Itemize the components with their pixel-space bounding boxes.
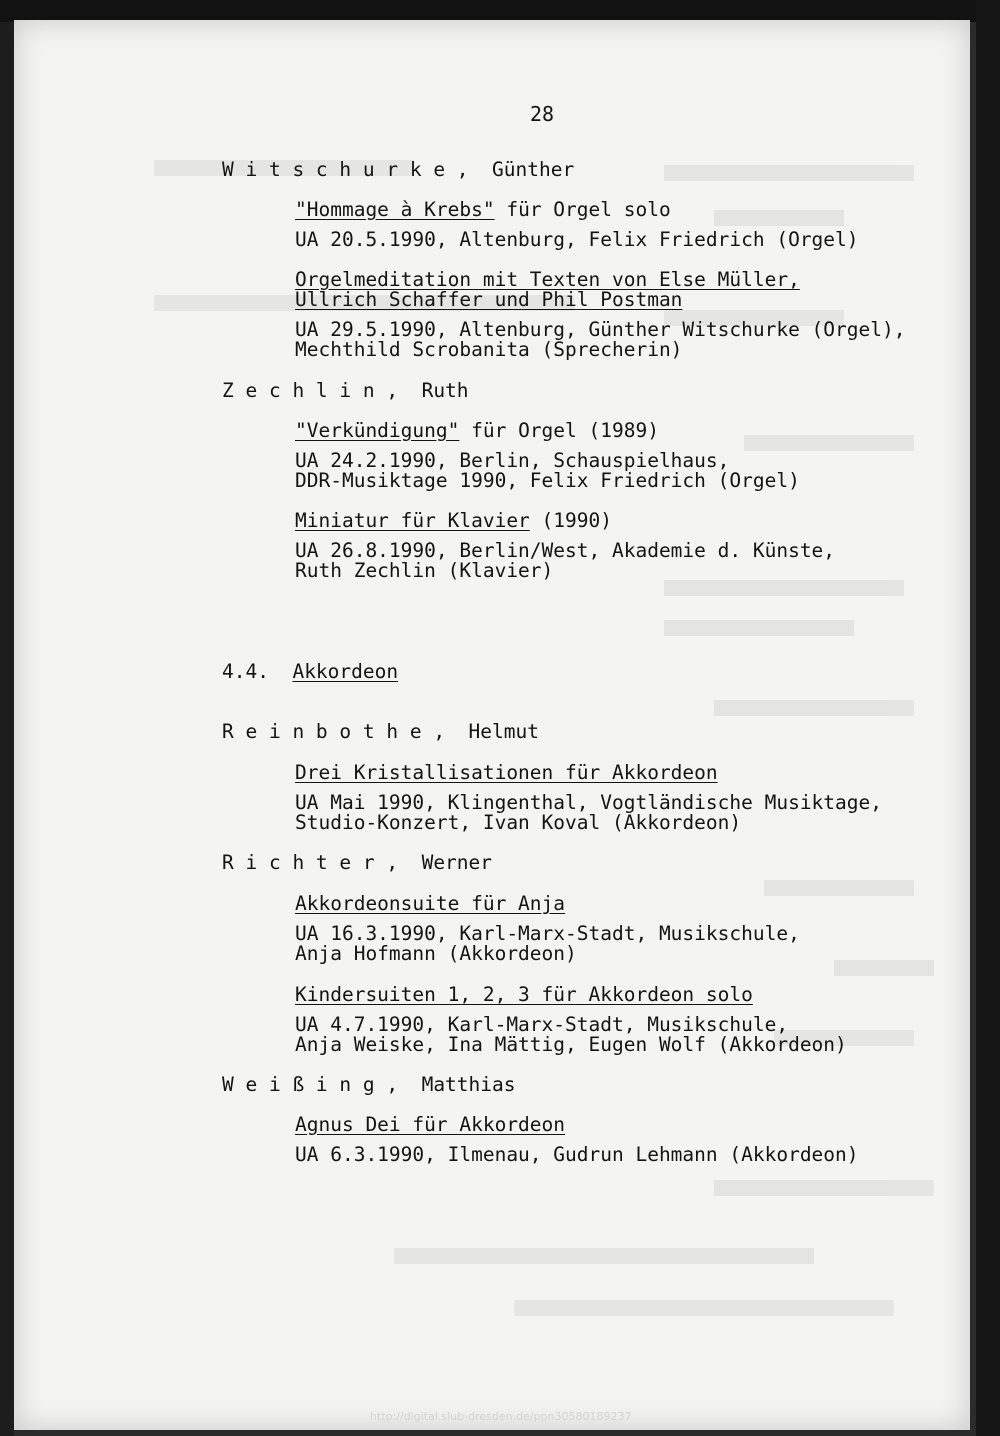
premiere-info: UA 6.3.1990, Ilmenau, Gudrun Lehmann (Akkordeon) — [295, 1143, 859, 1166]
premiere-info: UA 26.8.1990, Berlin/West, Akademie d. Künste, — [295, 539, 836, 562]
premiere-info: Ruth Zechlin (Klavier) — [295, 559, 554, 582]
premiere-info: Studio-Konzert, Ivan Koval (Akkordeon) — [295, 811, 742, 834]
work-suffix: für Orgel (1989) — [459, 419, 659, 442]
premiere-info: UA 24.2.1990, Berlin, Schauspielhaus, — [295, 449, 730, 472]
composer-name: W e i ß i n g , Matthias — [222, 1073, 516, 1096]
premiere-info: UA Mai 1990, Klingenthal, Vogtländische Musiktage, — [295, 791, 882, 814]
scan-right-edge — [976, 0, 1000, 1436]
work-title: Kindersuiten 1, 2, 3 für Akkordeon solo — [295, 983, 753, 1006]
composer-name: R e i n b o t h e , Helmut — [222, 720, 539, 743]
premiere-info: Mechthild Scrobanita (Sprecherin) — [295, 338, 683, 361]
source-url: http://digital.slub-dresden.de/ppn30580189237 — [370, 1410, 632, 1423]
work-title: "Hommage à Krebs" — [295, 198, 495, 221]
composer-name: R i c h t e r , Werner — [222, 851, 493, 874]
premiere-info: UA 16.3.1990, Karl-Marx-Stadt, Musikschule, — [295, 922, 800, 945]
scan-top-edge — [0, 0, 1000, 22]
premiere-info: DDR-Musiktage 1990, Felix Friedrich (Orgel) — [295, 469, 800, 492]
premiere-info: UA 20.5.1990, Altenburg, Felix Friedrich (Orgel) — [295, 228, 859, 251]
work-suffix: für Orgel solo — [494, 198, 671, 221]
page-number: 28 — [530, 102, 555, 126]
premiere-info: Anja Weiske, Ina Mättig, Eugen Wolf (Akkordeon) — [295, 1033, 847, 1056]
premiere-info: Anja Hofmann (Akkordeon) — [295, 942, 577, 965]
page-content — [14, 20, 970, 1430]
work-title: Miniatur für Klavier — [295, 509, 530, 532]
work-title: "Verkündigung" — [295, 419, 460, 442]
premiere-info: UA 29.5.1990, Altenburg, Günther Witschurke (Orgel), — [295, 318, 906, 341]
work-line — [295, 199, 671, 221]
scan-left-edge — [0, 0, 14, 1436]
work-title: Akkordeonsuite für Anja — [295, 892, 566, 915]
work-line — [295, 420, 659, 442]
work-title: Ullrich Schaffer und Phil Postman — [295, 288, 683, 311]
premiere-info: UA 4.7.1990, Karl-Marx-Stadt, Musikschule, — [295, 1013, 789, 1036]
section-number: 4.4. — [222, 660, 269, 683]
work-suffix: (1990) — [529, 509, 612, 532]
composer-name: Z e c h l i n , Ruth — [222, 379, 469, 402]
composer-name: W i t s c h u r k e , Günther — [222, 158, 575, 181]
work-title: Orgelmeditation mit Texten von Else Müller, — [295, 268, 800, 291]
section-title: Akkordeon — [292, 660, 399, 683]
section-heading — [222, 661, 398, 683]
document-page — [14, 20, 970, 1430]
work-line — [295, 510, 612, 532]
work-title: Drei Kristallisationen für Akkordeon — [295, 761, 718, 784]
work-title: Agnus Dei für Akkordeon — [295, 1113, 566, 1136]
